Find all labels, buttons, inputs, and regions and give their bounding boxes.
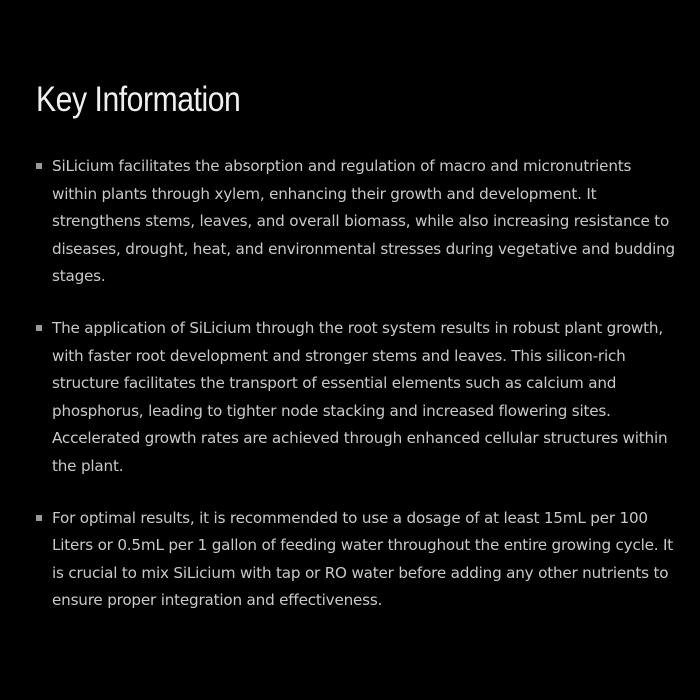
square-bullet-icon	[36, 325, 42, 331]
info-list	[36, 153, 676, 639]
list-item	[36, 153, 676, 291]
section-title: Key Information	[36, 80, 241, 119]
square-bullet-icon	[36, 515, 42, 521]
list-item	[36, 505, 676, 615]
list-item	[36, 315, 676, 481]
square-bullet-icon	[36, 163, 42, 169]
list-item-text: SiLicium facilitates the absorption and regulation of macro and micronutrients within plants through xylem, enhancing their growth and development. It strengthens stems, leaves, and overall biomass, while also increasing resistance to diseases, drought, heat, and environmental stresses during vegetative and budding stages.	[52, 157, 675, 286]
list-item-text: For optimal results, it is recommended to use a dosage of at least 15mL per 100 Liters or 0.5mL per 1 gallon of feeding water throughout the entire growing cycle. It is crucial to mix SiLicium with tap or RO water before adding any other nutrients to ensure proper integration and effectiveness.	[52, 508, 674, 610]
list-item-text: The application of SiLicium through the root system results in robust plant growth, with faster root development and stronger stems and leaves. This silicon-rich structure facilitates the transport of essential elements such as calcium and phosphorus, leading to tighter node stacking and increased flowering sites. Accelerated growth rates are achieved through enhanced cellular structures within the plant.	[52, 318, 668, 475]
